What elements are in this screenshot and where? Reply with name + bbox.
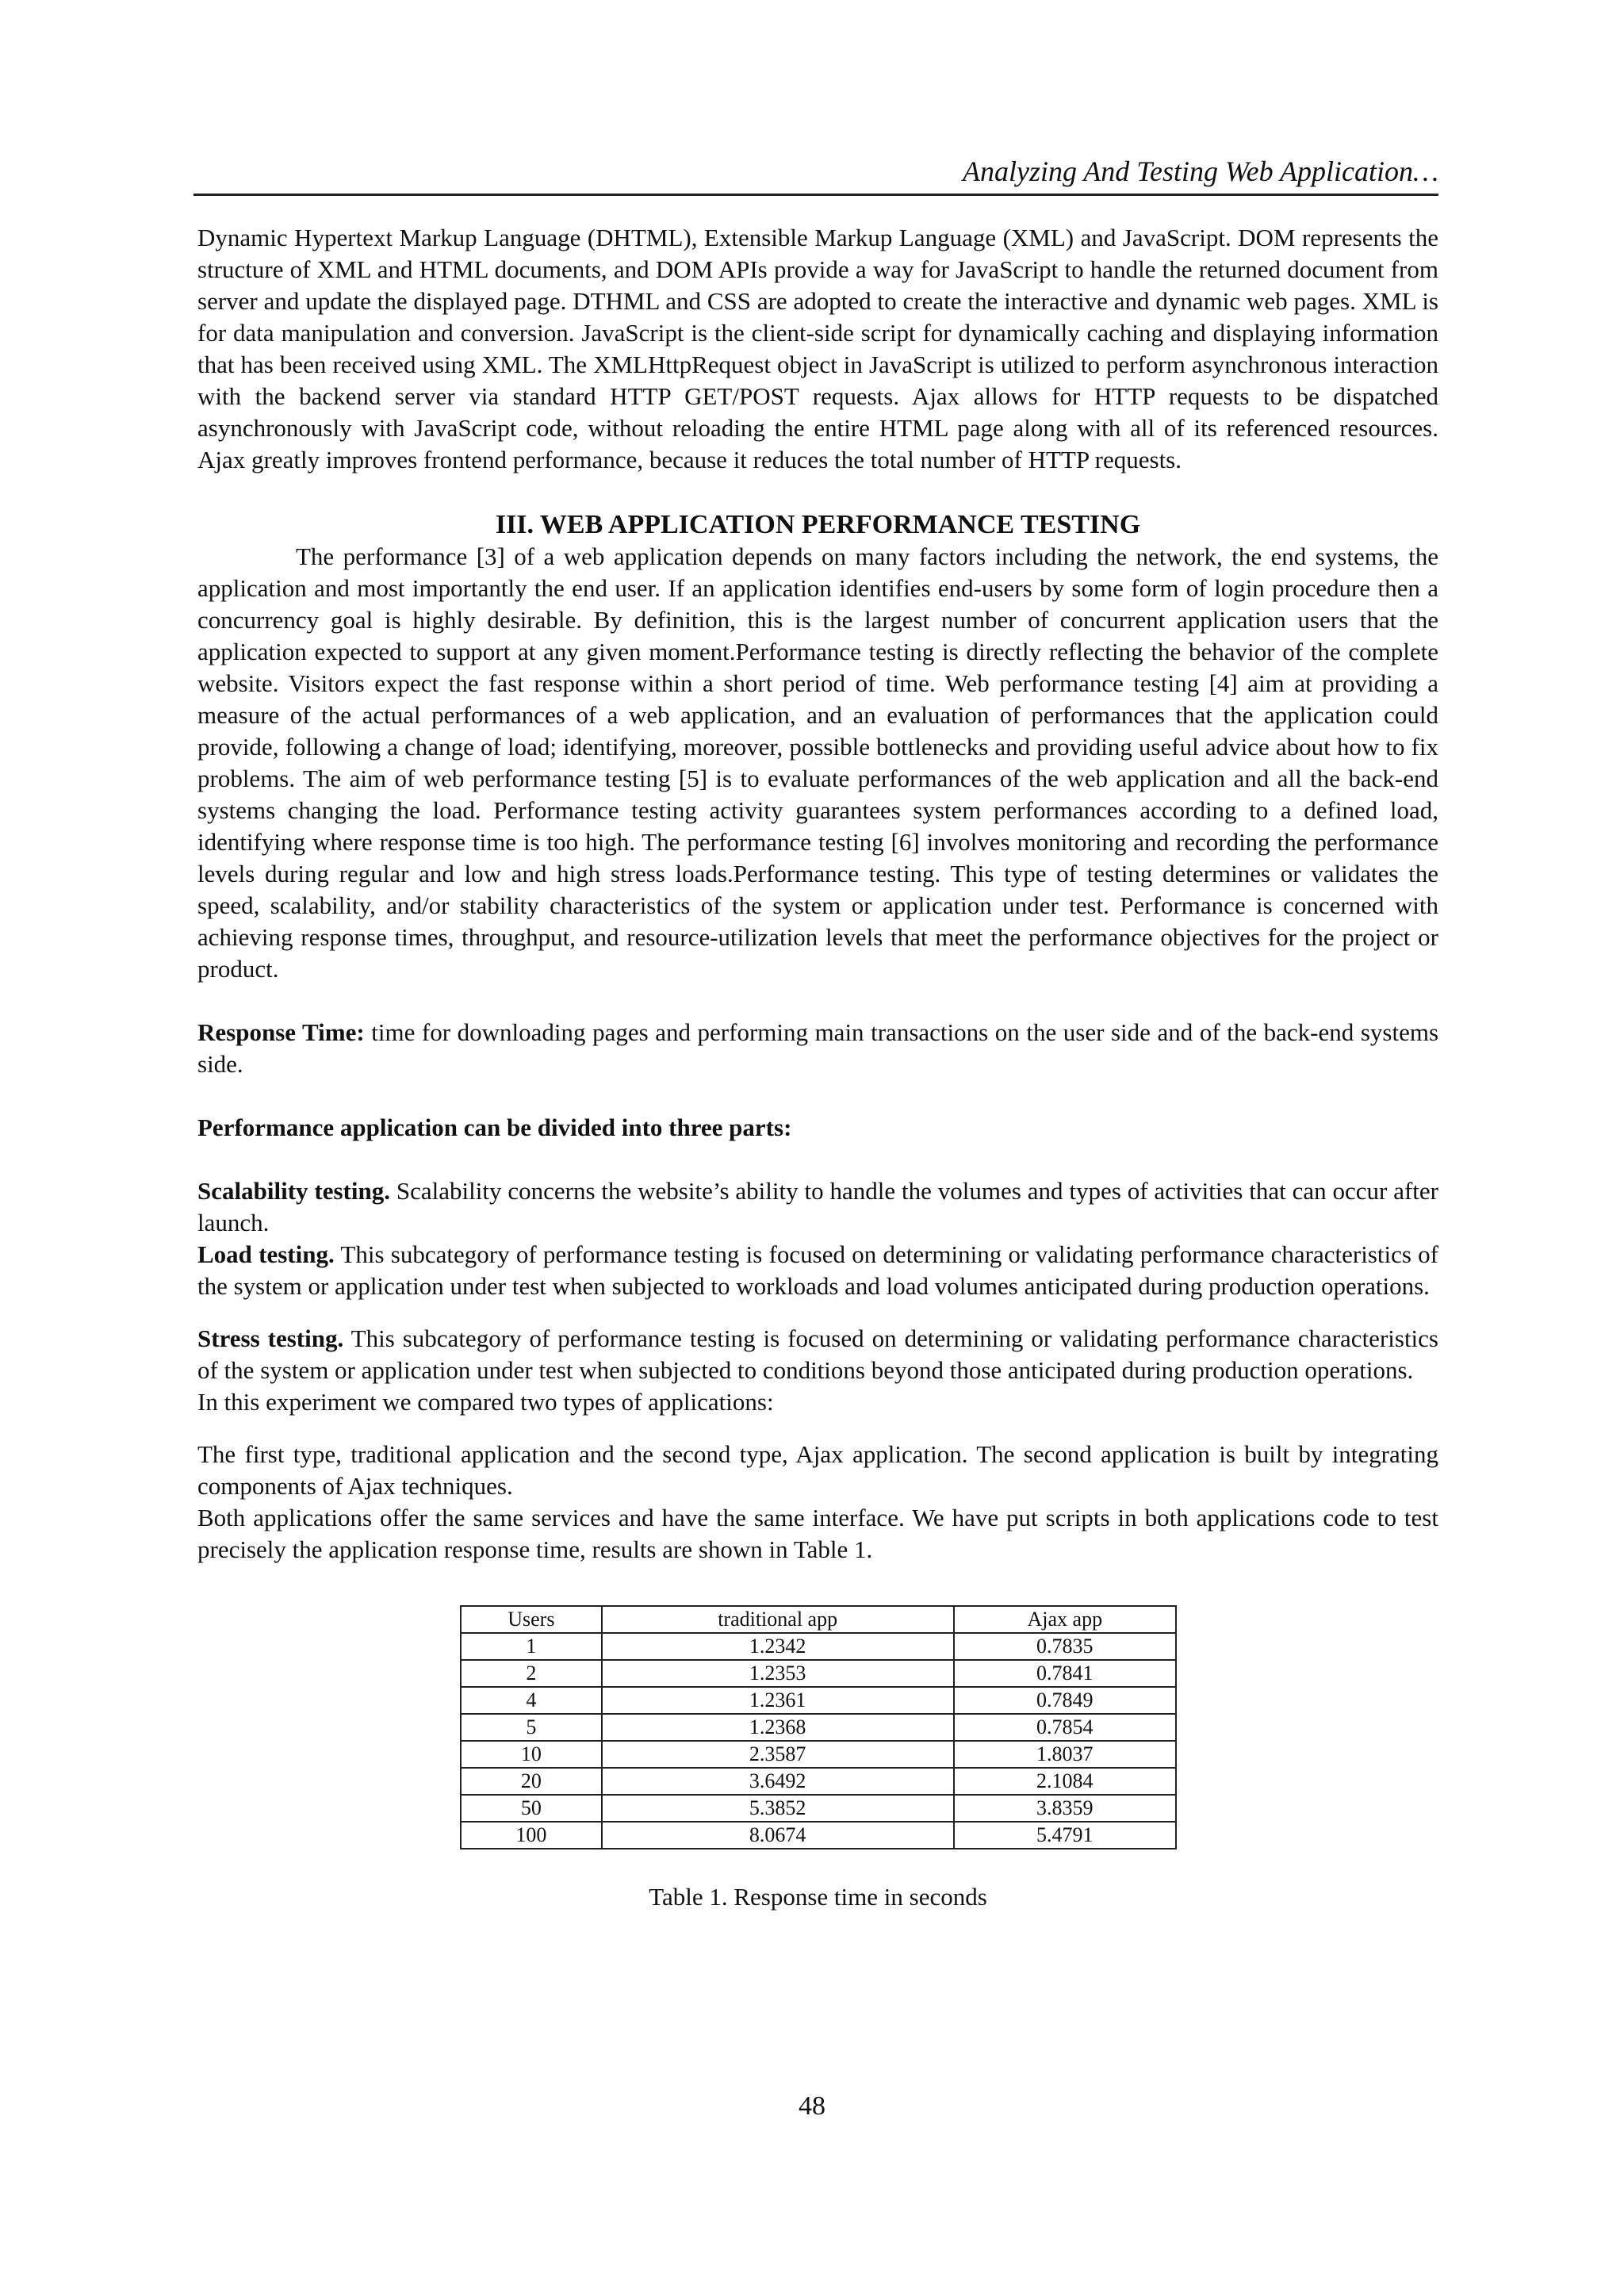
load-term: Load testing. xyxy=(197,1240,335,1268)
table-cell: 1.2342 xyxy=(602,1633,954,1660)
response-time-paragraph xyxy=(197,1017,1438,1080)
table-row xyxy=(461,1741,1176,1768)
page-body xyxy=(197,222,1438,1913)
table-cell: 0.7835 xyxy=(954,1633,1176,1660)
running-header xyxy=(193,149,1438,196)
performance-paragraph: The performance [3] of a web application depends on many factors including the network, the end systems, the application and most importantly the end user. If an application identifies end-users by some form of login procedure then a concurrency goal is highly desirable. By definition, this is the largest number of concurrent application users that the application expected to support at any given moment.Performance testing is directly reflecting the behavior of the complete website. Visitors expect the fast response within a short period of time. Web performance testing [4] aim at providing a measure of the actual performances of a web application, and an evaluation of performances that the application could provide, following a change of load; identifying, moreover, possible bottlenecks and providing useful advice about how to fix problems. The aim of web performance testing [5] is to evaluate performances of the web application and all the back-end systems changing the load. Performance testing activity guarantees system performances according to a defined load, identifying where response time is too high. The performance testing [6] involves monitoring and recording the performance levels during regular and low and high stress loads.Performance testing. This type of testing determines or validates the speed, scalability, and/or stability characteristics of the system or application under test. Performance is concerned with achieving response times, throughput, and resource-utilization levels that meet the performance objectives for the project or product. xyxy=(197,542,1438,983)
column-header: Ajax app xyxy=(954,1606,1176,1633)
stress-text: This subcategory of performance testing is focused on determining or validating performance characteristics of the system or application under test when subjected to conditions beyond those anticipated during production operations. xyxy=(197,1324,1438,1384)
response-time-term: Response Time: xyxy=(197,1018,365,1046)
load-text: This subcategory of performance testing is focused on determining or validating performance characteristics of the system or application under test when subjected to workloads and load volumes anticipated during production operations. xyxy=(197,1240,1439,1300)
types-paragraph: The first type, traditional application and the second type, Ajax application. The second application is built by integrating components of Ajax techniques. xyxy=(197,1440,1438,1500)
load-paragraph xyxy=(197,1239,1438,1302)
column-header: traditional app xyxy=(602,1606,954,1633)
table-row xyxy=(461,1660,1176,1687)
table-cell: 100 xyxy=(461,1822,602,1849)
results-table xyxy=(460,1605,1177,1849)
table-header-row xyxy=(461,1606,1176,1633)
table-cell: 1.8037 xyxy=(954,1741,1176,1768)
stress-term: Stress testing. xyxy=(197,1324,344,1352)
table-cell: 20 xyxy=(461,1768,602,1795)
table-cell: 5 xyxy=(461,1714,602,1741)
stress-paragraph xyxy=(197,1323,1438,1386)
table-cell: 0.7849 xyxy=(954,1687,1176,1714)
page-number: 48 xyxy=(799,2091,825,2121)
table-cell: 5.4791 xyxy=(954,1822,1176,1849)
table-caption: Table 1. Response time in seconds xyxy=(649,1883,987,1911)
table-cell: 2.1084 xyxy=(954,1768,1176,1795)
table-cell: 5.3852 xyxy=(602,1795,954,1822)
intro-paragraph: Dynamic Hypertext Markup Language (DHTML), Extensible Markup Language (XML) and JavaScript. DOM represents the structure of XML and HTML documents, and DOM APIs provide a way for JavaScript to handle the returned document from server and update the displayed page. DTHML and CSS are adopted to create the interactive and dynamic web pages. XML is for data manipulation and conversion. JavaScript is the client-side script for dynamically caching and displaying information that has been received using XML. The XMLHttpRequest object in JavaScript is utilized to perform asynchronous interaction with the backend server via standard HTTP GET/POST requests. Ajax allows for HTTP requests to be dispatched asynchronously with JavaScript code, without reloading the entire HTML page along with all of its referenced resources. Ajax greatly improves frontend performance, because it reduces the total number of HTTP requests. xyxy=(197,224,1438,473)
table-cell: 1.2353 xyxy=(602,1660,954,1687)
table-cell: 1 xyxy=(461,1633,602,1660)
scalability-text: Scalability concerns the website’s ability to handle the volumes and types of activities that can occur after launch. xyxy=(197,1177,1438,1236)
table-row xyxy=(461,1795,1176,1822)
running-title: Analyzing And Testing Web Application… xyxy=(962,155,1438,187)
experiment-line: In this experiment we compared two types of applications: xyxy=(197,1388,774,1416)
table-cell: 8.0674 xyxy=(602,1822,954,1849)
table-row xyxy=(461,1633,1176,1660)
section-heading: III. WEB APPLICATION PERFORMANCE TESTING xyxy=(495,510,1141,539)
table-cell: 50 xyxy=(461,1795,602,1822)
table-row xyxy=(461,1687,1176,1714)
table-row xyxy=(461,1822,1176,1849)
table-cell: 2.3587 xyxy=(602,1741,954,1768)
divided-heading xyxy=(197,1112,1438,1144)
table-cell: 1.2361 xyxy=(602,1687,954,1714)
scalability-term: Scalability testing. xyxy=(197,1177,390,1205)
table-cell: 0.7854 xyxy=(954,1714,1176,1741)
response-time-text: time for downloading pages and performing main transactions on the user side and of the back-end systems side. xyxy=(197,1018,1439,1078)
table-cell: 1.2368 xyxy=(602,1714,954,1741)
table-cell: 4 xyxy=(461,1687,602,1714)
table-cell: 0.7841 xyxy=(954,1660,1176,1687)
table-cell: 10 xyxy=(461,1741,602,1768)
table-row xyxy=(461,1768,1176,1795)
column-header: Users xyxy=(461,1606,602,1633)
table-cell: 3.8359 xyxy=(954,1795,1176,1822)
table-row xyxy=(461,1714,1176,1741)
table-cell: 3.6492 xyxy=(602,1768,954,1795)
scalability-paragraph xyxy=(197,1175,1438,1239)
table-cell: 2 xyxy=(461,1660,602,1687)
both-paragraph: Both applications offer the same services and have the same interface. We have put scripts in both applications code to test precisely the application response time, results are shown in Table 1. xyxy=(197,1504,1438,1563)
divided-heading-text: Performance application can be divided into three parts: xyxy=(197,1114,792,1141)
